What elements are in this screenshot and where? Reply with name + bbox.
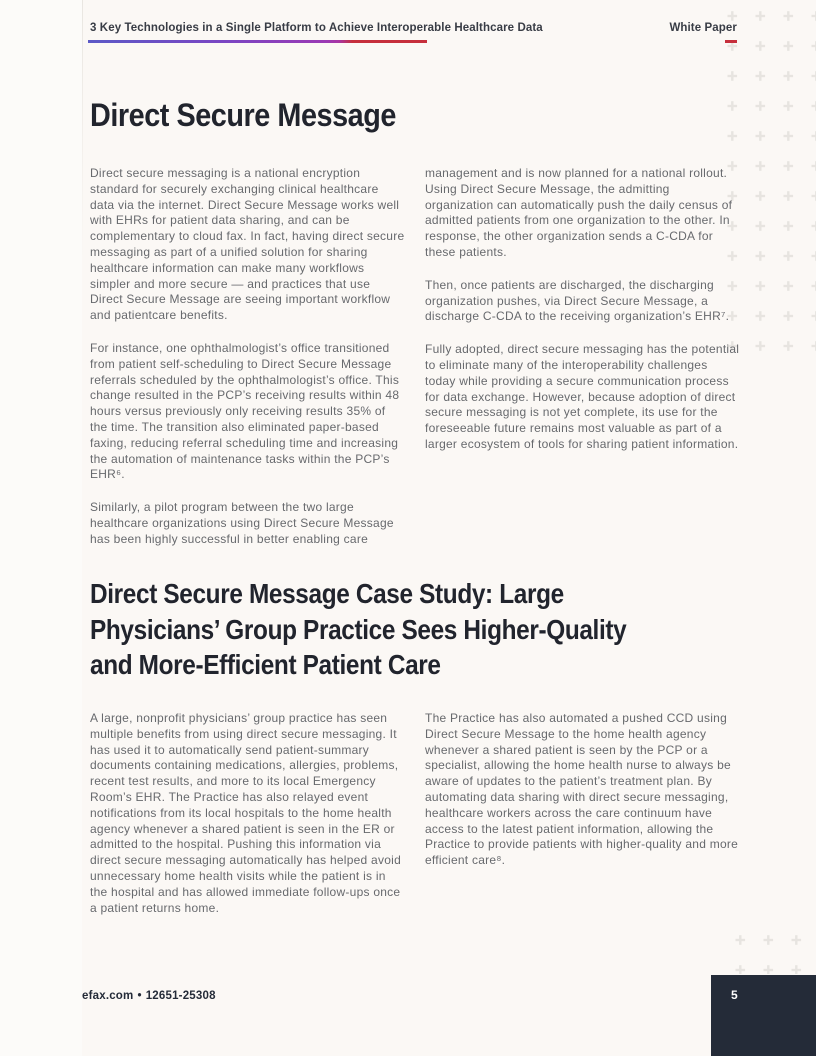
footer-site-link[interactable]: efax.com <box>82 990 134 1002</box>
paragraph: A large, nonprofit physicians’ group practice has seen multiple benefits from using direct secure messaging. It has used it to automatically send patient-summary documents containing medications, allergies, problems, recent test results, and more to its local Emergency Room’s EHR. The Practice has also relayed event notifications from its local hospitals to the home health agency whenever a shared patient is seen in the ER or admitted to the hospital. Pushing this information via direct secure messaging automatically has helped avoid unnecessary home health visits while the patient is in the hospital and has allowed immediate follow-ups once a patient returns home. <box>90 711 401 915</box>
section2-column-right <box>425 711 740 933</box>
section1-body <box>90 166 740 565</box>
section2-title-line: and More-Efficient Patient Care <box>90 649 441 680</box>
paragraph: For instance, one ophthalmologist’s office transitioned from patient self-scheduling to Direct Secure Message referrals scheduled by the ophthalmologist’s office. This change resulted in the PCP’s receiving results within 48 hours versus previously only receiving results 35% of the time. The transition also eliminated paper-based faxing, reducing referral scheduling time and increasing the automation of maintenance tasks within the PCP’s EHR⁶. <box>90 340 400 482</box>
left-edge-line <box>82 0 83 260</box>
header-title: 3 Key Technologies in a Single Platform to Achieve Interoperable Healthcare Data <box>90 22 543 34</box>
footer-separator: • <box>137 990 142 1002</box>
footer-doc-code: 12651-25308 <box>145 990 216 1002</box>
section1-title: Direct Secure Message <box>90 97 396 133</box>
left-page-strip <box>0 0 82 1056</box>
section1-column-right <box>425 166 740 565</box>
header-gradient-rule <box>88 40 427 43</box>
section2-column-left <box>90 711 405 933</box>
section1-column-left <box>90 166 405 565</box>
footer-info <box>82 990 216 1002</box>
page-number-box <box>711 975 816 1056</box>
section2-title-line: Direct Secure Message Case Study: Large <box>90 578 564 609</box>
paragraph: Fully adopted, direct secure messaging has the potential to eliminate many of the interoperability challenges today while providing a secure communication process for data exchange. However, because adoption of direct secure messaging is not yet complete, its use for the foreseeable future remains most valuable as part of a larger ecosystem of tools for sharing patient information. <box>425 342 740 451</box>
paragraph: Then, once patients are discharged, the discharging organization pushes, via Direct Secure Message, a discharge C-CDA to the receiving organization’s EHR⁷. <box>425 277 730 324</box>
page-number: 5 <box>731 988 738 1002</box>
white-paper-red-dash <box>725 40 737 43</box>
paragraph: Similarly, a pilot program between the two large healthcare organizations using Direct Secure Message has been highly successful in better enabling care <box>90 500 394 546</box>
white-paper-label: White Paper <box>669 22 737 34</box>
section2-body <box>90 711 740 933</box>
paragraph: Direct secure messaging is a national encryption standard for securely exchanging clinical healthcare data via the internet. Direct Secure Message works well with EHRs for patient data sharing, and can be complementary to cloud fax. In fact, having direct secure messaging as part of a unified solution for sharing healthcare information can make many workflows simpler and more secure — and practices that use Direct Secure Message are seeing important workflow and patientcare benefits. <box>90 166 405 323</box>
paragraph: management and is now planned for a national rollout. Using Direct Secure Message, the admitting organization can automatically push the daily census of admitted patients from one organization to the other. In response, the other organization sends a C-CDA for these patients. <box>425 166 733 259</box>
paragraph: The Practice has also automated a pushed CCD using Direct Secure Message to the home health agency whenever a shared patient is seen by the PCP or a specialist, allowing the home health nurse to always be aware of updates to the patient’s treatment plan. By automating data sharing with direct secure messaging, healthcare workers across the care continuum have access to the latest patient information, allowing the Practice to provide patients with higher-quality and more efficient care⁸. <box>425 711 739 868</box>
section2-title-line: Physicians’ Group Practice Sees Higher-Quality <box>90 613 627 645</box>
section2-title <box>90 576 626 683</box>
